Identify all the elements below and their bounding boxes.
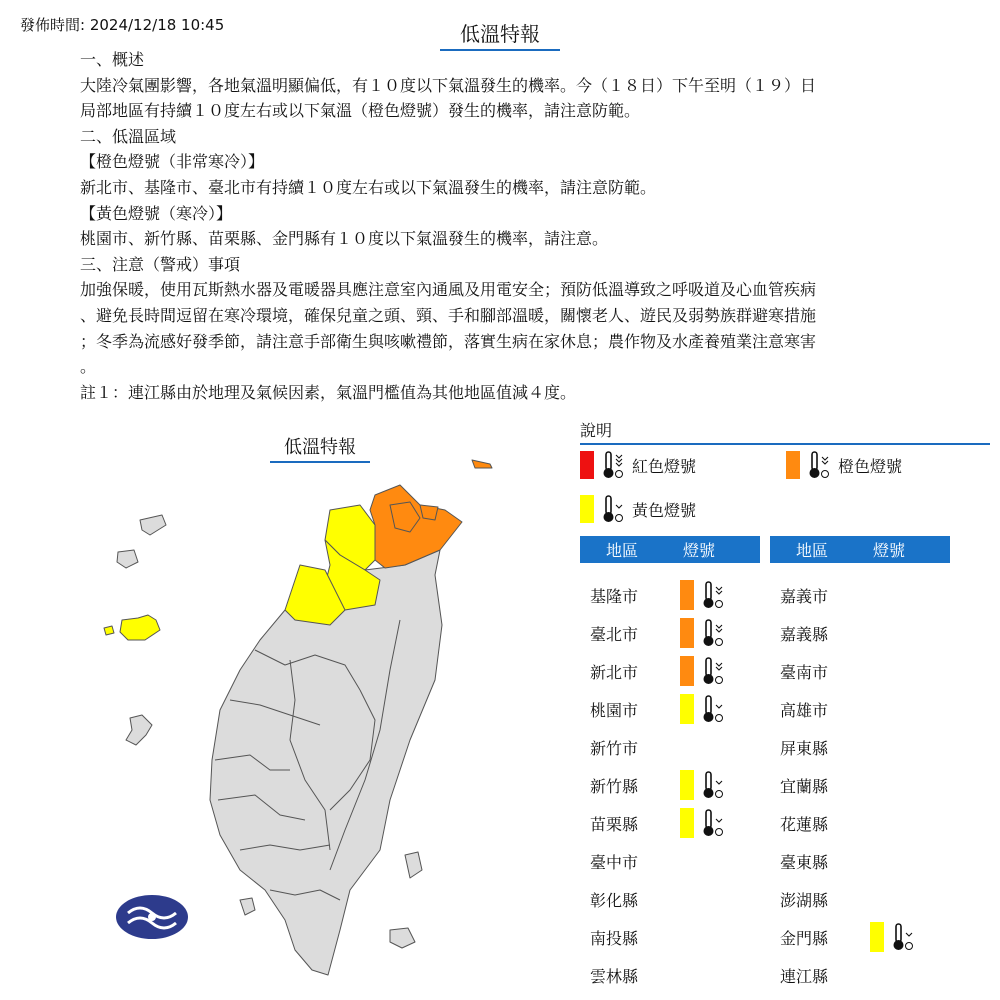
region-name: 新竹市 bbox=[590, 738, 639, 758]
region-name: 新竹縣 bbox=[590, 776, 639, 796]
map-island-kinmen-small bbox=[104, 626, 114, 635]
table-row bbox=[580, 844, 680, 878]
region-name: 連江縣 bbox=[780, 966, 829, 986]
text-line: 局部地區有持續１０度左右或以下氣溫（橙色燈號）發生的機率，請注意防範。 bbox=[80, 101, 641, 121]
legend-yellow bbox=[580, 494, 696, 524]
text-line: 、避免長時間逗留在寒冷環境，確保兒童之頭、頸、手和腳部溫暖，關懷老人、遊民及弱勢族群避寒措施 bbox=[80, 305, 817, 325]
col-signal: 燈號 bbox=[682, 541, 715, 560]
col-region: 地區 bbox=[605, 541, 638, 560]
cwa-logo bbox=[116, 895, 188, 939]
table-row bbox=[770, 882, 870, 916]
table-row bbox=[770, 844, 870, 878]
yellow-signal bbox=[870, 922, 884, 952]
thermometer-icon bbox=[700, 808, 726, 838]
publish-time: 發佈時間: 2024/12/18 10:45 bbox=[20, 16, 225, 34]
map-region-keelung bbox=[420, 505, 438, 520]
region-name: 金門縣 bbox=[780, 928, 829, 948]
text-line: 註１：連江縣由於地理及氣候因素，氣溫門檻值為其他地區值減４度。 bbox=[80, 382, 577, 402]
region-name: 南投縣 bbox=[590, 928, 639, 948]
table-row bbox=[580, 920, 680, 954]
text-line: 新北市、基隆市、臺北市有持續１０度左右或以下氣溫發生的機率，請注意防範。 bbox=[80, 177, 657, 197]
table-row bbox=[580, 882, 680, 916]
yellow-signal bbox=[680, 770, 694, 800]
legend-red-label: 紅色燈號 bbox=[632, 456, 697, 476]
table-row bbox=[770, 920, 922, 954]
thermometer-icon bbox=[600, 494, 626, 524]
map-island-matsu bbox=[472, 460, 492, 468]
map-island-penghu bbox=[126, 715, 152, 745]
region-table-left bbox=[580, 536, 760, 563]
thermometer-icon bbox=[890, 922, 916, 952]
thermometer-icon bbox=[700, 656, 726, 686]
table-header bbox=[770, 536, 950, 563]
map-island-green bbox=[405, 852, 422, 878]
table-row bbox=[770, 768, 870, 802]
text-line: 加強保暖，使用瓦斯熱水器及電暖器具應注意室內通風及用電安全；預防低溫導致之呼吸道及心血管疾病 bbox=[80, 280, 817, 300]
region-name: 彰化縣 bbox=[590, 890, 639, 910]
table-row bbox=[580, 692, 732, 726]
table-row bbox=[770, 654, 870, 688]
col-region: 地區 bbox=[795, 541, 828, 560]
text-line: ；冬季為流感好發季節，請注意手部衛生與咳嗽禮節，落實生病在家休息；農作物及水產養殖業注意寒害 bbox=[80, 331, 817, 351]
map-island-liuqiu bbox=[240, 898, 255, 915]
legend-title: 說明 bbox=[580, 418, 990, 445]
bulletin-text bbox=[80, 47, 920, 405]
region-name: 苗栗縣 bbox=[590, 814, 639, 834]
text-line: 【橙色燈號（非常寒冷）】 bbox=[80, 152, 265, 172]
region-name: 桃園市 bbox=[590, 700, 639, 720]
region-name: 嘉義市 bbox=[780, 586, 829, 606]
table-header bbox=[580, 536, 760, 563]
legend-orange-label: 橙色燈號 bbox=[838, 456, 903, 476]
region-table-right bbox=[770, 536, 950, 563]
orange-signal bbox=[680, 618, 694, 648]
thermometer-icon bbox=[700, 770, 726, 800]
region-name: 屏東縣 bbox=[780, 738, 829, 758]
table-row bbox=[580, 730, 680, 764]
taiwan-map bbox=[90, 450, 510, 1000]
text-line: 二、低溫區域 bbox=[80, 126, 177, 146]
red-swatch bbox=[580, 451, 594, 479]
map-island-kinmen bbox=[120, 615, 160, 640]
yellow-signal bbox=[680, 808, 694, 838]
text-line: 【黃色燈號（寒冷）】 bbox=[80, 203, 233, 223]
table-row bbox=[580, 578, 732, 612]
region-name: 高雄市 bbox=[780, 700, 829, 720]
orange-swatch bbox=[786, 451, 800, 479]
text-line: 桃園市、新竹縣、苗栗縣、金門縣有１０度以下氣溫發生的機率，請注意。 bbox=[80, 229, 609, 249]
thermometer-icon bbox=[700, 618, 726, 648]
page-title: 低溫特報 bbox=[440, 18, 560, 51]
region-name: 澎湖縣 bbox=[780, 890, 829, 910]
thermometer-icon bbox=[600, 450, 626, 480]
table-row bbox=[580, 806, 732, 840]
thermometer-icon bbox=[806, 450, 832, 480]
table-row bbox=[770, 958, 870, 992]
text-line: 三、注意（警戒）事項 bbox=[80, 254, 241, 274]
table-row bbox=[770, 616, 870, 650]
legend-orange bbox=[786, 450, 902, 480]
map-island bbox=[140, 515, 166, 535]
region-name: 基隆市 bbox=[590, 586, 639, 606]
region-name: 花蓮縣 bbox=[780, 814, 829, 834]
orange-signal bbox=[680, 656, 694, 686]
text-line: 。 bbox=[80, 357, 97, 377]
table-row bbox=[770, 806, 870, 840]
map-island bbox=[117, 550, 138, 568]
table-row bbox=[580, 616, 732, 650]
region-name: 宜蘭縣 bbox=[780, 776, 829, 796]
region-name: 臺南市 bbox=[780, 662, 829, 682]
region-name: 臺北市 bbox=[590, 624, 639, 644]
region-name: 臺中市 bbox=[590, 852, 639, 872]
table-row bbox=[770, 578, 870, 612]
region-name: 雲林縣 bbox=[590, 966, 639, 986]
table-row bbox=[580, 958, 680, 992]
text-line: 一、概述 bbox=[80, 50, 145, 69]
table-row bbox=[580, 654, 732, 688]
region-name: 臺東縣 bbox=[780, 852, 829, 872]
region-name: 嘉義縣 bbox=[780, 624, 829, 644]
table-row bbox=[770, 730, 870, 764]
map-island-orchid bbox=[390, 928, 415, 948]
map-region-newtaipei bbox=[370, 485, 462, 568]
legend-red bbox=[580, 450, 696, 480]
region-name: 新北市 bbox=[590, 662, 639, 682]
orange-signal bbox=[680, 580, 694, 610]
thermometer-icon bbox=[700, 694, 726, 724]
table-row bbox=[770, 692, 870, 726]
yellow-swatch bbox=[580, 495, 594, 523]
col-signal: 燈號 bbox=[872, 541, 905, 560]
map-title: 低溫特報 bbox=[270, 433, 370, 463]
thermometer-icon bbox=[700, 580, 726, 610]
legend-yellow-label: 黃色燈號 bbox=[632, 500, 697, 520]
yellow-signal bbox=[680, 694, 694, 724]
table-row bbox=[580, 768, 732, 802]
text-line: 大陸冷氣團影響，各地氣溫明顯偏低，有１０度以下氣溫發生的機率。今（１８日）下午至明（１９）日 bbox=[80, 75, 817, 95]
